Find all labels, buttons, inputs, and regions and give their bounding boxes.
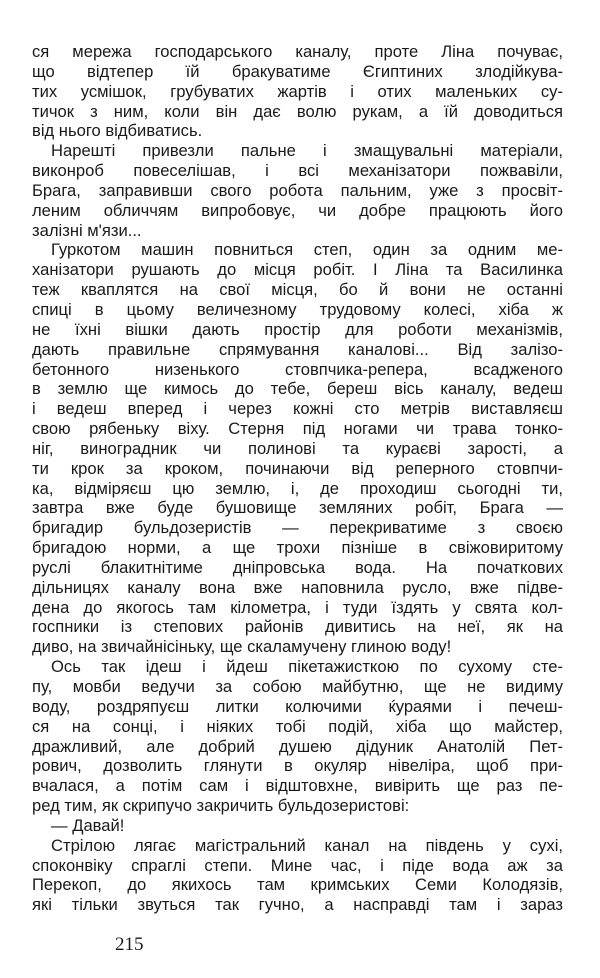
text-line: Нарешті привезли пальне і змащувальні матеріали, — [51, 141, 563, 161]
paragraph — [32, 42, 563, 141]
text-line: госпники із степових районів дивитись на неї, як на — [32, 617, 563, 637]
text-line: ся мережа господарського каналу, проте Ліна почуває, — [32, 42, 563, 61]
text-line: від нього відбиватись. — [32, 121, 203, 141]
text-line: Ось так ідеш і йдеш пікетажисткою по сухому сте- — [51, 657, 563, 677]
text-line: і ведеш вперед і через кожні сто метрів виставляєш — [32, 399, 563, 419]
text-line: які тільки звуться так гучно, а насправді там і зараз — [32, 895, 563, 915]
text-line: споконвіку спраглі степи. Мине час, і піде вода аж за — [32, 855, 563, 875]
text-line: свою рябеньку віху. Стерня під ногами чи трава тонко- — [32, 419, 563, 439]
text-line: пу, мовби ведучи за собою майбутню, ще не видиму — [32, 677, 563, 696]
text-line: — Давай! — [51, 815, 125, 835]
page-body-text — [32, 42, 563, 915]
text-line: бригадир бульдозеристів — перекриватиме з своєю — [32, 518, 563, 538]
text-line: тих усмішок, грубуватих жартів і отих маленьких су- — [32, 81, 563, 101]
text-line: дають правильне спрямування каналові... Від залізо- — [32, 339, 563, 359]
text-line: ред тим, як скрипучо закричить бульдозеристові: — [32, 796, 410, 816]
text-line: ти крок за кроком, починаючи від реперного стовпчи- — [32, 458, 563, 478]
text-line: залізні м'язи... — [32, 220, 142, 240]
text-line: Стрілою лягає магістральний канал на південь у сухі, — [51, 835, 563, 855]
text-line: Брага, заправивши свого робота пальним, уже з просвіт- — [32, 180, 563, 200]
text-line: дільницях каналу вона вже наповнила русло, вже підве- — [32, 577, 563, 597]
text-line: дражливий, але добрий душею дідуник Анатолій Пет- — [32, 736, 563, 756]
text-line: леним обличчям випробовує, чи добре працюють його — [32, 200, 563, 220]
text-line: ханізатори рушають до місця робіт. І Ліна та Василинка — [32, 260, 563, 280]
text-line: Перекоп, до якихось там кримських Семи Колодязів, — [32, 875, 563, 895]
text-line: що відтепер їй бракуватиме Єгиптиних злодійкува- — [32, 61, 563, 81]
text-line: виконроб повеселішав, і всі механізатори пожвавіли, — [32, 161, 563, 181]
text-line: ніг, виноградник чи полинові та кураєві зарості, а — [32, 438, 563, 458]
text-line: вчалася, а потім сам і відштовхне, вивірить ще раз пе- — [32, 776, 563, 796]
text-line: рович, дозволить глянути в окуляр нівеліра, щоб при- — [32, 756, 563, 776]
paragraph — [32, 836, 563, 915]
paragraph — [32, 657, 563, 816]
text-line: ся на сонці, і ніяких тобі подій, хіба що майстер, — [32, 716, 563, 736]
text-line: теж кваплятся на свої місця, бо й вони не останні — [32, 280, 563, 300]
paragraph — [32, 240, 563, 657]
text-line: бригадою норми, а ще трохи пізніше в свіжовиритому — [32, 538, 563, 558]
text-line: бетонного низенького стовпчика-репера, всадженого — [32, 359, 563, 379]
text-line: руслі блакитнітиме дніпровська вода. На початкових — [32, 557, 563, 577]
text-line: ка, відміряєш цю землю, і, де проходиш сьогодні ти, — [32, 478, 563, 498]
text-line: тичок з ним, коли він дає волю рукам, а їй доводиться — [32, 101, 563, 121]
text-line: не їхні вішки дають простір для роботи механізмів, — [32, 319, 563, 339]
text-line: завтра вже буде бушовище земляних робіт, Брага — — [32, 498, 563, 518]
text-line: воду, роздряпуєш литки колючими ќураями і печеш- — [32, 696, 563, 716]
text-line: дена до якогось там кілометра, і туди їздять у свята кол- — [32, 597, 563, 617]
paragraph — [32, 816, 563, 836]
text-line: спиці в цьому величезному трудовому колесі, хіба ж — [32, 299, 563, 319]
text-line: диво, на звичайнісіньку, ще скаламучену глиною воду! — [32, 637, 452, 657]
paragraph — [32, 141, 563, 240]
page-number: 215 — [115, 934, 144, 955]
text-line: в землю ще кимось до тебе, береш вісь каналу, ведеш — [32, 379, 563, 399]
text-line: Гуркотом машин повниться степ, один за одним ме- — [51, 240, 563, 260]
